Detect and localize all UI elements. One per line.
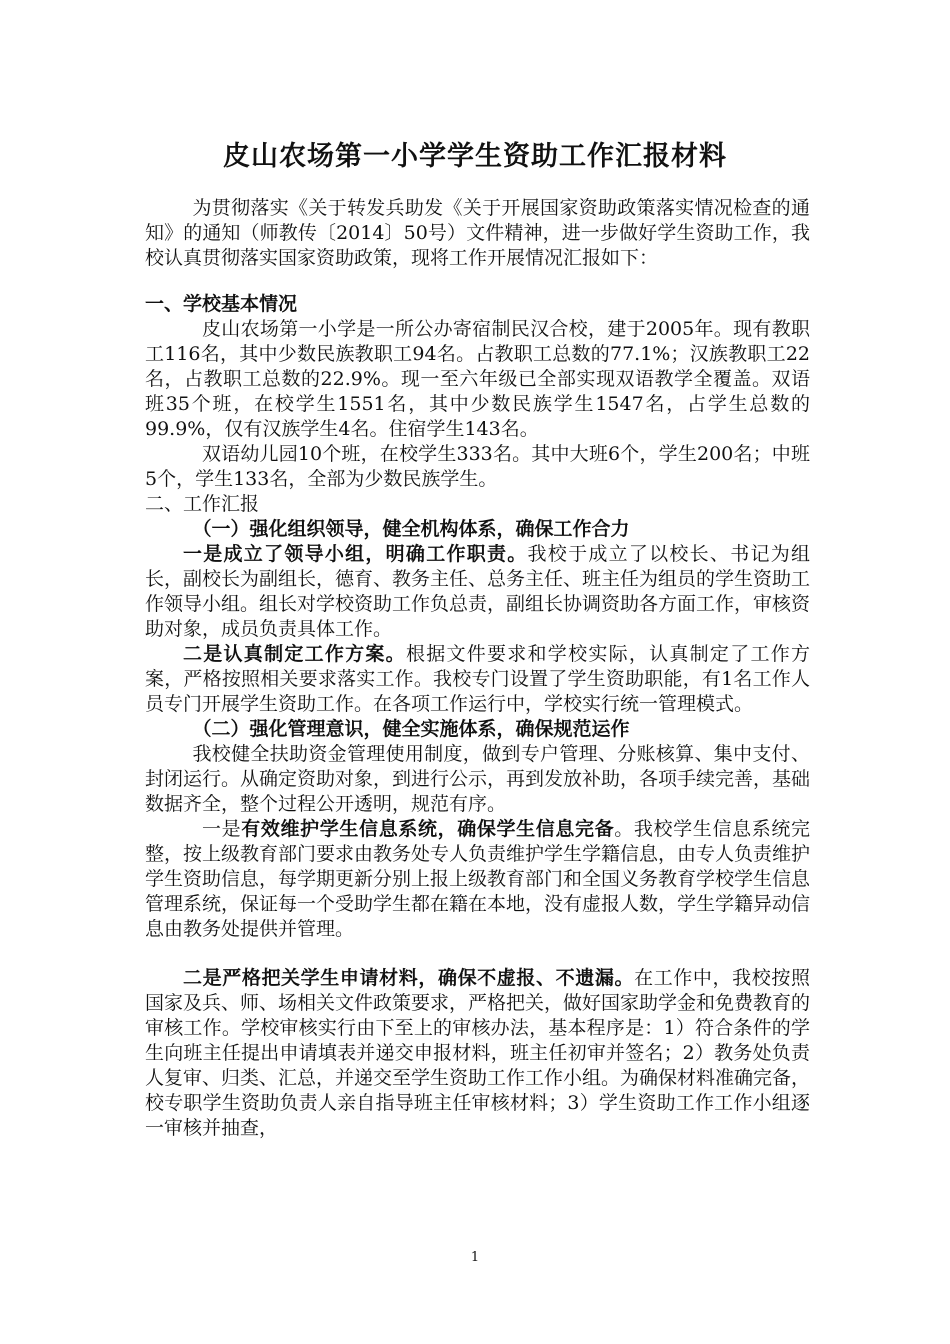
item-lead: 二是严格把关学生申请材料，确保不虚报、不遗漏。 — [183, 967, 635, 989]
item-text: 。我校学生信息系统完整，按上级教育部门要求由教务处专人负责维护学生学籍信息，由专人负责维护学生资助信息，每学期更新分别上报上级教育部门和全国义务教育学校学生信息管理系统，保证每一个受助学生都在籍在本地，没有虚报人数，学生学籍异动信息由教务处提供并管理。 — [145, 818, 811, 940]
item-text: 我校于成立了以校长、书记为组长，副校长为副组长，德育、教务主任、总务主任、班主任为组员的学生资助工作领导小组。组长对学校资助工作负总责，副组长协调资助各方面工作，审核资助对象，成员负责具体工作。 — [145, 543, 811, 640]
item-text: 在工作中，我校按照国家及兵、师、场相关文件政策要求，严格把关，做好国家助学金和免费教育的审核工作。学校审核实行由下至上的审核办法，基本程序是：1）符合条件的学生向班主任提出申请填表并递交申报材料，班主任初审并签名；2）教务处负责人复审、归类、汇总，并递交至学生资助工作工作小组。为确保材料准确完备，校专职学生资助负责人亲自指导班主任审核材料；3）学生资助工作工作小组逐一审核并抽查， — [145, 967, 811, 1139]
item-lead: 二是认真制定工作方案。 — [183, 643, 406, 665]
document-title: 皮山农场第一小学学生资助工作汇报材料 — [223, 141, 727, 172]
intro-paragraph: 为贯彻落实《关于转发兵助发《关于开展国家资助政策落实情况检查的通知》的通知（师教传〔2014〕50号）文件精神，进一步做好学生资助工作，我校认真贯彻落实国家资助政策，现将工作开展情况汇报如下： — [145, 197, 810, 269]
subsection1-item-2 — [145, 642, 810, 717]
item-text: 根据文件要求和学校实际，认真制定了工作方案，严格按照相关要求落实工作。我校专门设置了学生资助职能，有1名工作人员专门开展学生资助工作。在各项工作运行中，学校实行统一管理模式。 — [145, 643, 810, 715]
spacer — [145, 942, 810, 966]
subsection1-heading: （一）强化组织领导，健全机构体系，确保工作合力 — [192, 518, 630, 540]
item-prefix: 一是 — [202, 818, 242, 840]
subsection2-paragraph: 我校健全扶助资金管理使用制度，做到专户管理、分账核算、集中支付、封闭运行。从确定资助对象，到进行公示，再到发放补助，各项手续完善，基础数据齐全，整个过程公开透明，规范有序。 — [145, 743, 811, 815]
section1-paragraph-2: 双语幼儿园10个班，在校学生333名。其中大班6个，学生200名；中班5个，学生133名，全部为少数民族学生。 — [145, 443, 810, 490]
subsection2-item-1 — [145, 817, 810, 942]
section2-heading: 二、工作汇报 — [145, 493, 260, 515]
page-number: 1 — [470, 1250, 480, 1265]
item-lead: 有效维护学生信息系统，确保学生信息完备 — [241, 818, 615, 840]
subsection2-heading: （二）强化管理意识，健全实施体系，确保规范运作 — [192, 718, 630, 740]
subsection1-item-1 — [145, 542, 810, 642]
section1-paragraph-1: 皮山农场第一小学是一所公办寄宿制民汉合校，建于2005年。现有教职工116名，其中少数民族教职工94名。占教职工总数的77.1%；汉族教职工22名，占教职工总数的22.9%。现一至六年级已全部实现双语教学全覆盖。双语班35个班，在校学生1551名，其中少数民族学生1547名，占学生总数的99.9%，仅有汉族学生4名。住宿学生143名。 — [145, 318, 810, 440]
subsection2-item-2 — [145, 966, 810, 1141]
item-lead: 一是成立了领导小组，明确工作职责。 — [183, 543, 528, 565]
section1-heading: 一、学校基本情况 — [145, 293, 298, 315]
document-body — [145, 196, 810, 1141]
spacer — [145, 271, 810, 292]
